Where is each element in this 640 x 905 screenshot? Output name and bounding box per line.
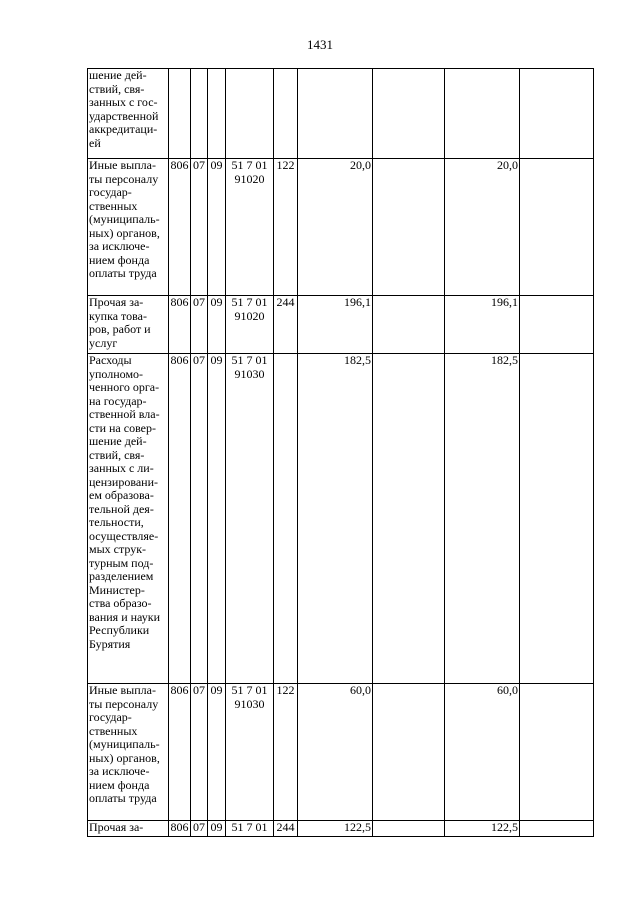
row-name-cell: [88, 296, 169, 354]
row-name-line: тельной дея-: [89, 501, 154, 516]
table-row: [88, 159, 594, 296]
row-name-line: государ-: [89, 185, 132, 199]
row-name-line: ты персоналу: [89, 696, 159, 711]
amount-cell-2: 196,1: [445, 296, 520, 354]
row-name-line: за исключе-: [89, 239, 150, 253]
row-name-line: ченного орга-: [89, 380, 160, 394]
row-name-line: Иные выпла-: [89, 158, 156, 172]
row-name-cell: [88, 821, 169, 837]
amount-cell-2: [445, 69, 520, 159]
amount-cell-2: 60,0: [445, 684, 520, 821]
subsection-code-cell: 09: [208, 296, 226, 354]
row-name-line: занных с ли-: [89, 461, 154, 475]
empty-cell: [520, 296, 594, 354]
empty-cell: [520, 69, 594, 159]
row-name-line: аккредитаци-: [89, 122, 158, 136]
expense-type-cell: [274, 354, 298, 684]
row-name-line: вания и науки: [89, 609, 161, 624]
row-name-line: ей: [89, 135, 101, 150]
amount-cell-2: 182,5: [445, 354, 520, 684]
ministry-code-cell: [169, 69, 191, 159]
ministry-code-cell: 806: [169, 684, 191, 821]
subsection-code-cell: [208, 69, 226, 159]
amount-cell: [298, 69, 373, 159]
amount-cell: 122,5: [298, 821, 373, 837]
row-name-line: ров, работ и: [89, 322, 151, 336]
target-article-line: 51 7 01: [231, 683, 268, 697]
row-name-line: за исключе-: [89, 764, 150, 778]
expense-type-cell: 244: [274, 821, 298, 837]
row-name-line: ных) органов,: [89, 225, 160, 240]
target-article-cell: [226, 821, 274, 837]
target-article-cell: [226, 159, 274, 296]
row-name-line: на государ-: [89, 393, 147, 408]
row-name-line: Министер-: [89, 582, 145, 597]
row-name-line: ственных: [89, 198, 138, 213]
row-name-line: осуществляе-: [89, 528, 159, 543]
amount-cell: 182,5: [298, 354, 373, 684]
table-row: [88, 821, 594, 837]
target-article-line: 91030: [234, 366, 265, 381]
section-code-cell: 07: [191, 159, 208, 296]
page-number: 1431: [307, 37, 333, 52]
empty-cell: [373, 684, 445, 821]
row-name-line: ствий, свя-: [89, 447, 145, 462]
row-name-line: купка това-: [89, 308, 147, 323]
row-name-line: тельности,: [89, 515, 144, 529]
row-name-cell: [88, 69, 169, 159]
row-name-line: Расходы: [89, 353, 132, 367]
subsection-code-cell: 09: [208, 159, 226, 296]
row-name-line: сти на совер-: [89, 420, 156, 435]
ministry-code-cell: 806: [169, 159, 191, 296]
row-name-cell: [88, 159, 169, 296]
table-row: [88, 354, 594, 684]
expense-type-cell: 244: [274, 296, 298, 354]
empty-cell: [373, 159, 445, 296]
row-name-line: государ-: [89, 710, 132, 724]
empty-cell: [520, 159, 594, 296]
empty-cell: [373, 296, 445, 354]
empty-cell: [373, 821, 445, 837]
row-name-line: оплаты труда: [89, 266, 157, 280]
row-name-line: разделением: [89, 569, 154, 583]
table-row: [88, 69, 594, 159]
target-article-line: 91020: [234, 171, 265, 186]
row-name-line: ствий, свя-: [89, 81, 145, 96]
amount-cell-2: 20,0: [445, 159, 520, 296]
row-name-line: Прочая за-: [89, 820, 144, 834]
target-article-line: 91020: [234, 308, 265, 323]
row-name-line: Прочая за-: [89, 295, 144, 309]
expense-type-cell: 122: [274, 684, 298, 821]
ministry-code-cell: 806: [169, 821, 191, 837]
row-name-cell: [88, 684, 169, 821]
table-row: [88, 296, 594, 354]
row-name-line: шение дей-: [89, 68, 147, 82]
expense-type-cell: [274, 69, 298, 159]
section-code-cell: 07: [191, 684, 208, 821]
row-name-line: (муниципаль-: [89, 212, 160, 226]
row-name-cell: [88, 354, 169, 684]
row-name-line: услуг: [89, 335, 118, 350]
ministry-code-cell: 806: [169, 296, 191, 354]
target-article-line: 51 7 01: [231, 295, 268, 309]
amount-cell: 20,0: [298, 159, 373, 296]
empty-cell: [373, 354, 445, 684]
amount-cell: 60,0: [298, 684, 373, 821]
budget-table: [87, 68, 594, 837]
table-row: [88, 684, 594, 821]
subsection-code-cell: 09: [208, 821, 226, 837]
subsection-code-cell: 09: [208, 684, 226, 821]
row-name-line: шение дей-: [89, 434, 147, 448]
row-name-line: Бурятия: [89, 636, 131, 651]
empty-cell: [520, 821, 594, 837]
row-name-line: турным под-: [89, 555, 154, 570]
section-code-cell: 07: [191, 821, 208, 837]
section-code-cell: 07: [191, 296, 208, 354]
row-name-line: нием фонда: [89, 252, 150, 267]
row-name-line: оплаты труда: [89, 791, 157, 805]
empty-cell: [520, 354, 594, 684]
section-code-cell: 07: [191, 354, 208, 684]
empty-cell: [520, 684, 594, 821]
section-code-cell: [191, 69, 208, 159]
row-name-line: ных) органов,: [89, 750, 160, 765]
target-article-line: 51 7 01: [231, 353, 268, 367]
row-name-line: уполномо-: [89, 366, 144, 381]
row-name-line: ственной вла-: [89, 407, 160, 421]
row-name-line: цензировани-: [89, 474, 159, 489]
row-name-line: мых струк-: [89, 542, 147, 556]
row-name-line: ем образова-: [89, 488, 154, 502]
row-name-line: ственных: [89, 723, 138, 738]
target-article-line: 91030: [234, 696, 265, 711]
target-article-cell: [226, 296, 274, 354]
amount-cell-2: 122,5: [445, 821, 520, 837]
target-article-line: 51 7 01: [231, 820, 268, 834]
row-name-line: ты персоналу: [89, 171, 159, 186]
row-name-line: ударственной: [89, 108, 159, 123]
row-name-line: ства образо-: [89, 596, 152, 610]
row-name-line: (муниципаль-: [89, 737, 160, 751]
subsection-code-cell: 09: [208, 354, 226, 684]
empty-cell: [373, 69, 445, 159]
row-name-line: Иные выпла-: [89, 683, 156, 697]
expense-type-cell: 122: [274, 159, 298, 296]
ministry-code-cell: 806: [169, 354, 191, 684]
target-article-cell: [226, 354, 274, 684]
row-name-line: Республики: [89, 623, 150, 637]
target-article-cell: [226, 684, 274, 821]
row-name-line: занных с гос-: [89, 95, 158, 109]
target-article-cell: [226, 69, 274, 159]
target-article-line: 51 7 01: [231, 158, 268, 172]
amount-cell: 196,1: [298, 296, 373, 354]
row-name-line: нием фонда: [89, 777, 150, 792]
